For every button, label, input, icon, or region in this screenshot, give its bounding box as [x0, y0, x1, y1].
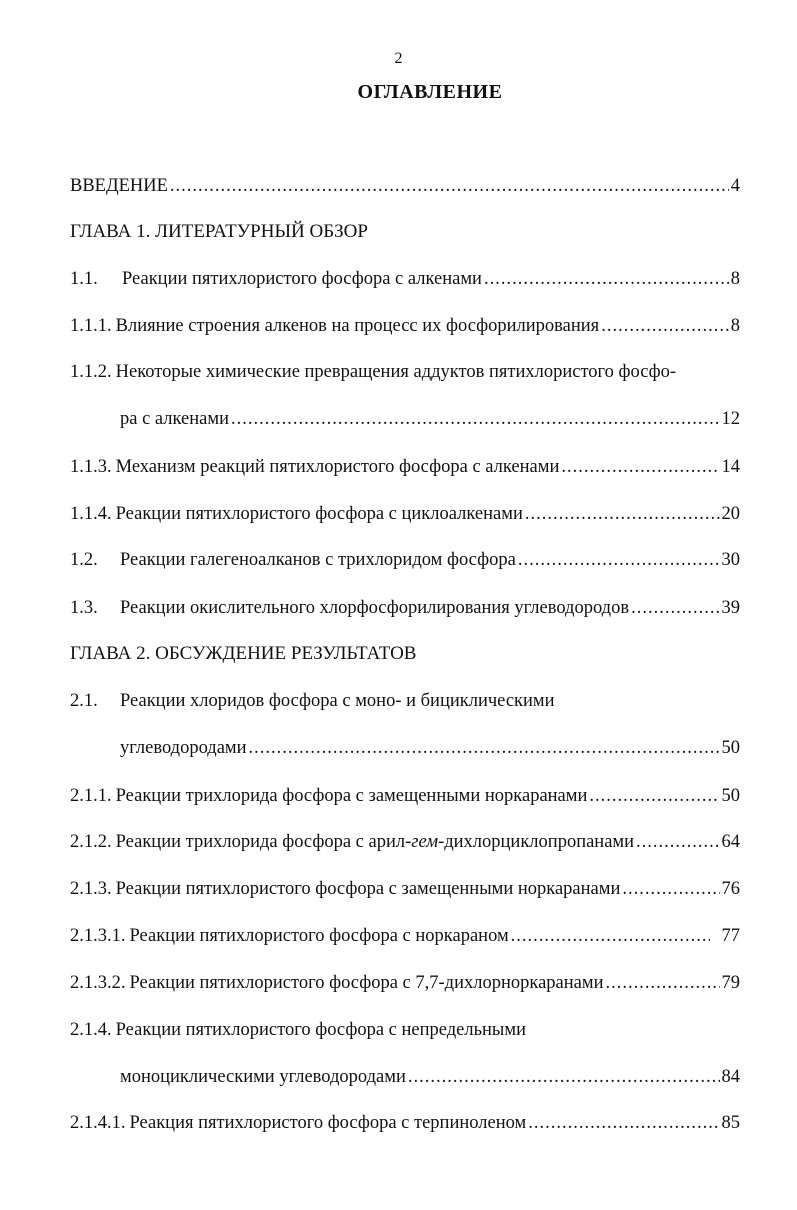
toc-leader — [601, 314, 729, 338]
toc-number: 2.1.4. — [70, 1020, 112, 1040]
toc-entry-1-1-2[interactable] — [70, 360, 740, 384]
toc-leader — [631, 596, 719, 620]
toc-entry-2-1-3-1[interactable] — [70, 924, 740, 948]
toc-entry-2-1-4-1[interactable] — [70, 1111, 740, 1135]
toc-label: углеводородами — [120, 738, 247, 758]
toc-entry-1-1[interactable] — [70, 267, 740, 291]
toc-number: 2.1.3. — [70, 879, 112, 899]
toc-number: 2.1.3.2. — [70, 973, 126, 993]
toc-leader — [408, 1065, 720, 1089]
toc-leader — [525, 502, 720, 526]
chapter-1-heading[interactable]: ГЛАВА 1. ЛИТЕРАТУРНЫЙ ОБЗОР — [70, 221, 368, 242]
toc-label: Реакции пятихлористого фосфора с циклоалкенами — [115, 504, 523, 524]
toc-number: 1.1.4. — [70, 504, 112, 524]
toc-page: 64 — [721, 832, 740, 852]
toc-page: 39 — [721, 598, 740, 618]
toc-label — [116, 830, 634, 854]
toc-number: 1.2. — [70, 550, 98, 570]
toc-label: Реакции пятихлористого фосфора с норкараном — [129, 926, 509, 946]
page-number: 2 — [394, 50, 403, 67]
toc-leader — [605, 971, 719, 995]
toc-label: Реакции окислительного хлорфосфорилирования углеводородов — [120, 598, 630, 618]
toc-entry-2-1-4-cont[interactable] — [120, 1065, 740, 1089]
toc-number: 1.1.3. — [70, 457, 112, 477]
toc-entry-2-1[interactable] — [70, 689, 740, 713]
toc-page: 85 — [721, 1113, 740, 1133]
toc-label: Реакции пятихлористого фосфора с алкенами — [122, 269, 482, 289]
page-title: ОГЛАВЛЕНИЕ — [357, 81, 503, 103]
toc-number: 2.1.2. — [70, 832, 112, 852]
toc-leader — [484, 267, 729, 291]
toc-label: Реакции пятихлористого фосфора с замещенными норкаранами — [115, 879, 621, 899]
toc-leader — [249, 736, 720, 760]
toc-page: 30 — [721, 550, 740, 570]
toc-page: 8 — [730, 316, 740, 336]
toc-entry-1-1-1[interactable] — [70, 314, 740, 338]
toc-leader — [511, 924, 710, 948]
toc-entry-1-3[interactable] — [70, 596, 740, 620]
toc-label: Некоторые химические превращения аддуктов пятихлористого фосфо- — [115, 362, 677, 382]
toc-page: 20 — [721, 504, 740, 524]
toc-label-post: -дихлорциклопропанами — [438, 832, 635, 852]
toc-label: ра с алкенами — [120, 409, 229, 429]
toc-entry-1-1-4[interactable] — [70, 502, 740, 526]
toc-entry-2-1-1[interactable] — [70, 784, 740, 808]
toc-page: 12 — [721, 409, 740, 429]
toc-entry-2-1-2[interactable] — [70, 830, 740, 854]
toc-entry-2-1-3-2[interactable] — [70, 971, 740, 995]
toc-entry-2-1-cont[interactable] — [120, 736, 740, 760]
toc-number: 2.1. — [70, 691, 98, 711]
toc-label-pre: Реакции трихлорида фосфора с арил- — [115, 832, 412, 852]
toc-label: моноциклическими углеводородами — [120, 1067, 406, 1087]
toc-page: 4 — [730, 176, 740, 196]
toc-label: Реакции трихлорида фосфора с замещенными норкаранами — [115, 786, 588, 806]
toc-label: Реакции хлоридов фосфора с моно- и бициклическими — [120, 691, 555, 711]
toc-label: Реакции пятихлористого фосфора с 7,7-дихлорноркаранами — [129, 973, 604, 993]
toc-leader — [231, 407, 720, 431]
toc-number: 1.1.2. — [70, 362, 112, 382]
toc-leader — [528, 1111, 719, 1135]
toc-page: 50 — [721, 786, 740, 806]
toc-leader — [622, 877, 719, 901]
toc-entry-1-1-2-cont[interactable] — [120, 407, 740, 431]
toc-page: 8 — [730, 269, 740, 289]
toc-page: 77 — [721, 926, 740, 946]
toc-number: 2.1.4.1. — [70, 1113, 126, 1133]
toc-number: 2.1.3.1. — [70, 926, 126, 946]
toc-label-italic: гем — [411, 832, 439, 852]
toc-page: 84 — [721, 1067, 740, 1087]
toc-page: 79 — [721, 973, 740, 993]
toc-label: Механизм реакций пятихлористого фосфора с алкенами — [115, 457, 560, 477]
toc-page: 76 — [721, 879, 740, 899]
toc-entry-intro[interactable] — [70, 174, 740, 198]
toc-number: 1.3. — [70, 598, 98, 618]
toc-leader — [561, 455, 719, 479]
toc-leader — [518, 548, 720, 572]
toc-entry-1-2[interactable] — [70, 548, 740, 572]
toc-page: 50 — [721, 738, 740, 758]
toc-number: 2.1.1. — [70, 786, 112, 806]
toc-label: Реакция пятихлористого фосфора с терпиноленом — [129, 1113, 527, 1133]
toc-leader — [636, 830, 719, 854]
toc-entry-1-1-3[interactable] — [70, 455, 740, 479]
toc-label: Реакции галегеноалканов с трихлоридом фосфора — [120, 550, 516, 570]
toc-entry-2-1-4[interactable] — [70, 1018, 740, 1042]
toc-label: Влияние строения алкенов на процесс их фосфорилирования — [115, 316, 600, 336]
toc-entry-2-1-3[interactable] — [70, 877, 740, 901]
toc-leader — [170, 174, 729, 198]
chapter-2-heading[interactable]: ГЛАВА 2. ОБСУЖДЕНИЕ РЕЗУЛЬТАТОВ — [70, 643, 417, 664]
toc-label: Реакции пятихлористого фосфора с непредельными — [115, 1020, 526, 1040]
toc-page: 14 — [721, 457, 740, 477]
toc-number: 1.1.1. — [70, 316, 112, 336]
toc-number: 1.1. — [70, 269, 98, 289]
toc-leader — [589, 784, 719, 808]
toc-label: ВВЕДЕНИЕ — [70, 176, 168, 196]
